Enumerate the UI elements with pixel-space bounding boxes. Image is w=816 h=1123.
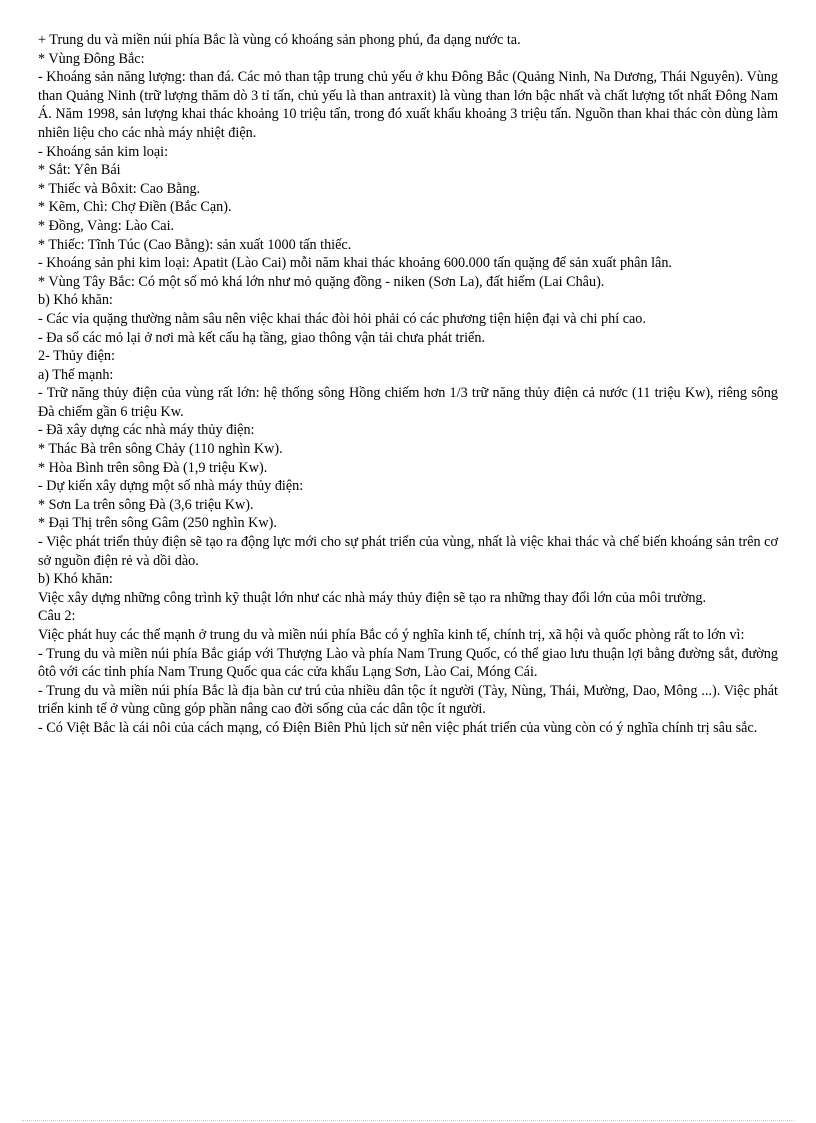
section-heading: * Vùng Đông Bắc:	[38, 50, 145, 67]
list-item: * Kẽm, Chì: Chợ Điền (Bắc Cạn).	[38, 199, 232, 216]
section-heading: b) Khó khăn:	[38, 292, 113, 309]
paragraph: + Trung du và miền núi phía Bắc là vùng có khoáng sản phong phú, đa dạng nước ta.	[38, 32, 521, 48]
paragraph: - Các vỉa quặng thường nằm sâu nên việc khai thác đòi hỏi phải có các phương tiện hiện đại và chi phí cao.	[38, 310, 646, 327]
list-item: * Đồng, Vàng: Lào Cai.	[38, 217, 175, 234]
page-bottom-divider	[22, 1120, 794, 1121]
paragraph: - Đã xây dựng các nhà máy thủy điện:	[38, 422, 255, 439]
list-item: * Thiếc: Tĩnh Túc (Cao Bằng): sản xuất 1000 tấn thiếc.	[38, 236, 352, 253]
section-heading: 2- Thủy điện:	[38, 348, 115, 365]
paragraph: Việc phát huy các thế mạnh ở trung du và miền núi phía Bắc có ý nghĩa kinh tế, chính trị, xã hội và quốc phòng rất to lớn vì:	[38, 627, 745, 643]
section-heading: Câu 2:	[38, 608, 76, 625]
paragraph: - Khoáng sản phi kim loại: Apatit (Lào Cai) mỗi năm khai thác khoảng 600.000 tấn quặng để sản xuất phân lân.	[38, 255, 672, 272]
paragraph: - Trữ năng thủy điện của vùng rất lớn: hệ thống sông Hồng chiếm hơn 1/3 trữ năng thủy điện cả nước (11 triệu Kw), riêng sông Đà chiếm gần 6 triệu Kw.	[38, 385, 778, 420]
section-heading: a) Thế mạnh:	[38, 366, 114, 383]
paragraph: * Vùng Tây Bắc: Có một số mỏ khá lớn như mỏ quặng đồng - niken (Sơn La), đất hiếm (Lai Châu).	[38, 273, 605, 290]
list-item: * Hòa Bình trên sông Đà (1,9 triệu Kw).	[38, 459, 268, 476]
paragraph: - Việc phát triển thủy điện sẽ tạo ra động lực mới cho sự phát triển của vùng, nhất là việc khai thác và chế biến khoáng sản trên cơ sở nguồn điện rẻ và dồi dào.	[38, 534, 778, 569]
list-item: * Thiếc và Bôxit: Cao Bằng.	[38, 180, 201, 197]
paragraph: - Đa số các mỏ lại ở nơi mà kết cấu hạ tầng, giao thông vận tải chưa phát triển.	[38, 329, 485, 346]
paragraph: - Có Việt Bắc là cái nôi của cách mạng, có Điện Biên Phủ lịch sử nên việc phát triển của vùng còn có ý nghĩa chính trị sâu sắc.	[38, 719, 758, 736]
list-item: * Sơn La trên sông Đà (3,6 triệu Kw).	[38, 496, 254, 513]
list-item: * Thác Bà trên sông Chảy (110 nghìn Kw).	[38, 441, 283, 458]
list-item: * Đại Thị trên sông Gâm (250 nghìn Kw).	[38, 515, 277, 532]
paragraph: - Trung du và miền núi phía Bắc giáp với Thượng Lào và phía Nam Trung Quốc, có thể giao lưu thuận lợi bằng đường sắt, đường ôtô với các tỉnh phía Nam Trung Quốc qua các cửa khẩu Lạng Sơn, Lào Cai, Móng Cái.	[38, 645, 778, 681]
paragraph: - Khoáng sản kim loại:	[38, 143, 169, 160]
paragraph: - Khoáng sản năng lượng: than đá. Các mỏ than tập trung chủ yếu ở khu Đông Bắc (Quảng Ninh, Na Dương, Thái Nguyên). Vùng than Quảng Ninh (trữ lượng thăm dò 3 tỉ tấn, chủ yếu là than antraxit) là vùng than lớn bậc nhất và chất lượng tốt nhất Đông Nam Á. Năm 1998, sản lượng khai thác khoảng 10 triệu tấn, trong đó xuất khẩu khoảng 3 triệu tấn. Nguồn than khai thác còn dùng làm nhiên liệu cho các nhà máy nhiệt điện.	[38, 69, 778, 141]
paragraph: Việc xây dựng những công trình kỹ thuật lớn như các nhà máy thủy điện sẽ tạo ra những thay đổi lớn của môi trường.	[38, 589, 707, 606]
paragraph: - Trung du và miền núi phía Bắc là địa bàn cư trú của nhiều dân tộc ít người (Tày, Nùng, Thái, Mường, Dao, Mông ...). Việc phát triển kinh tế ở vùng cũng góp phần nâng cao đời sống của các dân tộc ít người.	[38, 682, 778, 718]
list-item: * Sắt: Yên Bái	[38, 162, 121, 179]
paragraph: - Dự kiến xây dựng một số nhà máy thủy điện:	[38, 478, 304, 495]
document-body	[38, 31, 778, 738]
section-heading: b) Khó khăn:	[38, 571, 113, 588]
